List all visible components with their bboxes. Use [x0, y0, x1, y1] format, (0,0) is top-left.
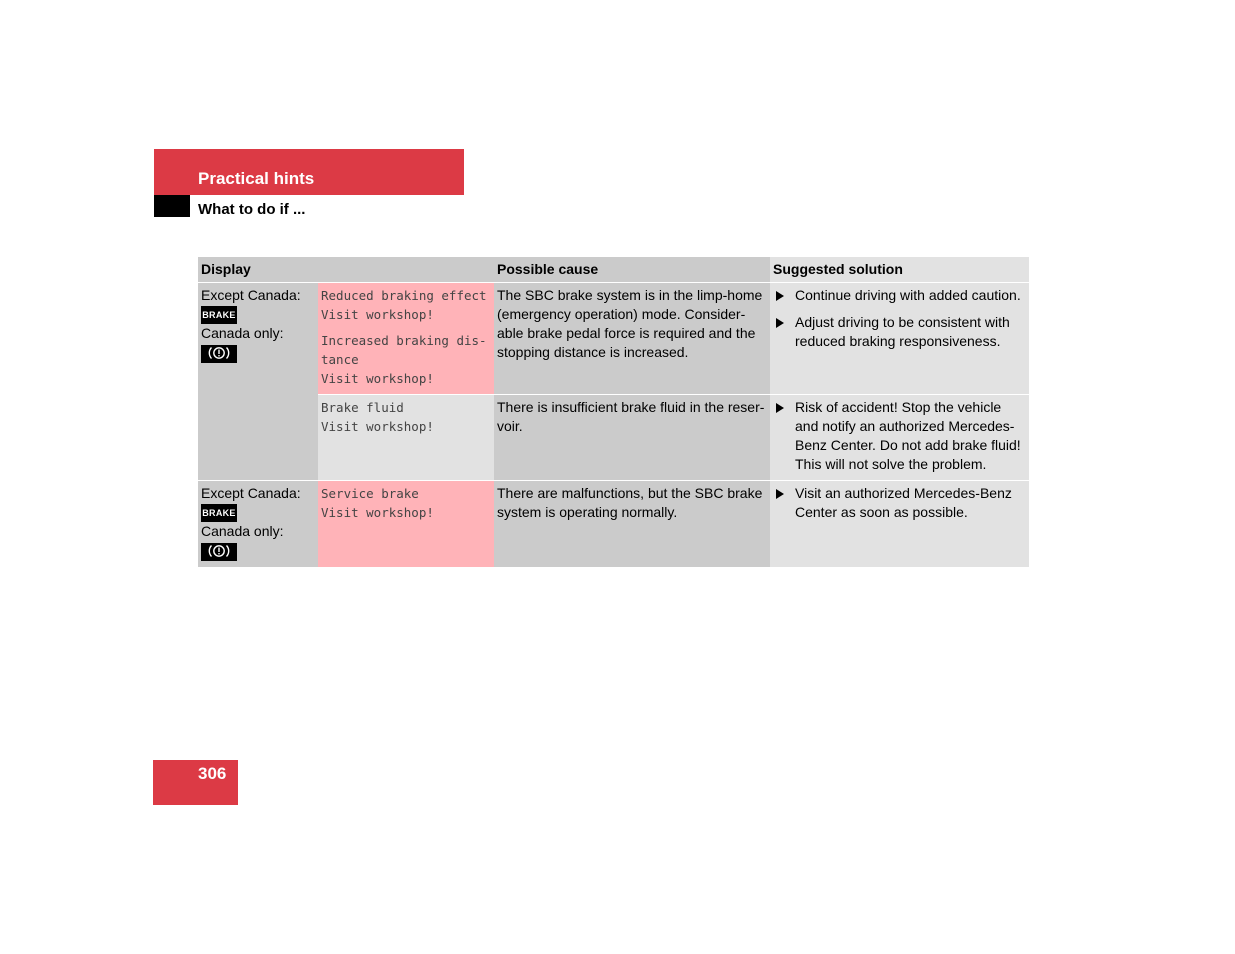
- page-number: 306: [198, 764, 227, 783]
- solution-step: Continue driving with added caution.: [773, 286, 1026, 305]
- suggested-solution-cell: [770, 395, 1029, 481]
- display-message-cell: [318, 283, 494, 395]
- display-message-cell: [318, 395, 494, 481]
- table-row: [198, 481, 1029, 568]
- table-row: [198, 283, 1029, 395]
- solution-step: Visit an authorized Mercedes-Benz Center as soon as possible.: [773, 484, 1026, 522]
- except-canada-label: Except Canada:: [201, 485, 301, 501]
- troubleshooting-table: [198, 257, 1029, 568]
- possible-cause-cell: The SBC brake system is in the limp-home (emergency operation) mode. Consider-able brake pedal force is required and the stopping distance is increased.: [494, 283, 770, 395]
- exclamation-circle-brake-icon: [201, 543, 237, 561]
- suggested-solution-cell: [770, 283, 1029, 395]
- suggested-solution-cell: [770, 481, 1029, 568]
- triangle-arrow-icon: [776, 403, 784, 413]
- display-message: Brake fluid Visit workshop!: [321, 400, 434, 434]
- subsection-title: What to do if ...: [198, 201, 306, 218]
- display-message: Increased braking dis- tance Visit workshop!: [321, 333, 487, 386]
- display-message: Reduced braking effect Visit workshop!: [321, 288, 487, 322]
- triangle-arrow-icon: [776, 318, 784, 328]
- brake-warning-lamp-icon: BRAKE: [201, 306, 237, 324]
- solution-step: Risk of accident! Stop the vehicle and notify an authorized Mercedes-Benz Center. Do not add brake fluid! This will not solve the problem.: [773, 398, 1026, 474]
- triangle-arrow-icon: [776, 291, 784, 301]
- exclamation-circle-brake-icon: [201, 345, 237, 363]
- section-title: Practical hints: [198, 169, 315, 188]
- triangle-arrow-icon: [776, 489, 784, 499]
- brake-warning-lamp-icon: BRAKE: [201, 504, 237, 522]
- display-lamps-cell: [198, 283, 318, 481]
- possible-cause-cell: There are malfunctions, but the SBC brake system is operating normally.: [494, 481, 770, 568]
- subsection-marker: [154, 195, 190, 217]
- column-header-cause: Possible cause: [494, 257, 770, 283]
- canada-only-label: Canada only:: [201, 523, 284, 540]
- possible-cause-cell: There is insufficient brake fluid in the reser-voir.: [494, 395, 770, 481]
- table-header-row: [198, 257, 1029, 283]
- except-canada-label: Except Canada:: [201, 287, 301, 303]
- solution-step: Adjust driving to be consistent with reduced braking responsiveness.: [773, 313, 1026, 351]
- display-lamps-cell: [198, 481, 318, 568]
- canada-only-label: Canada only:: [201, 325, 284, 342]
- column-header-display: Display: [198, 257, 494, 283]
- display-message: Service brake Visit workshop!: [321, 486, 434, 520]
- table-row: [198, 395, 1029, 481]
- display-message-cell: [318, 481, 494, 568]
- column-header-solution: Suggested solution: [770, 257, 1029, 283]
